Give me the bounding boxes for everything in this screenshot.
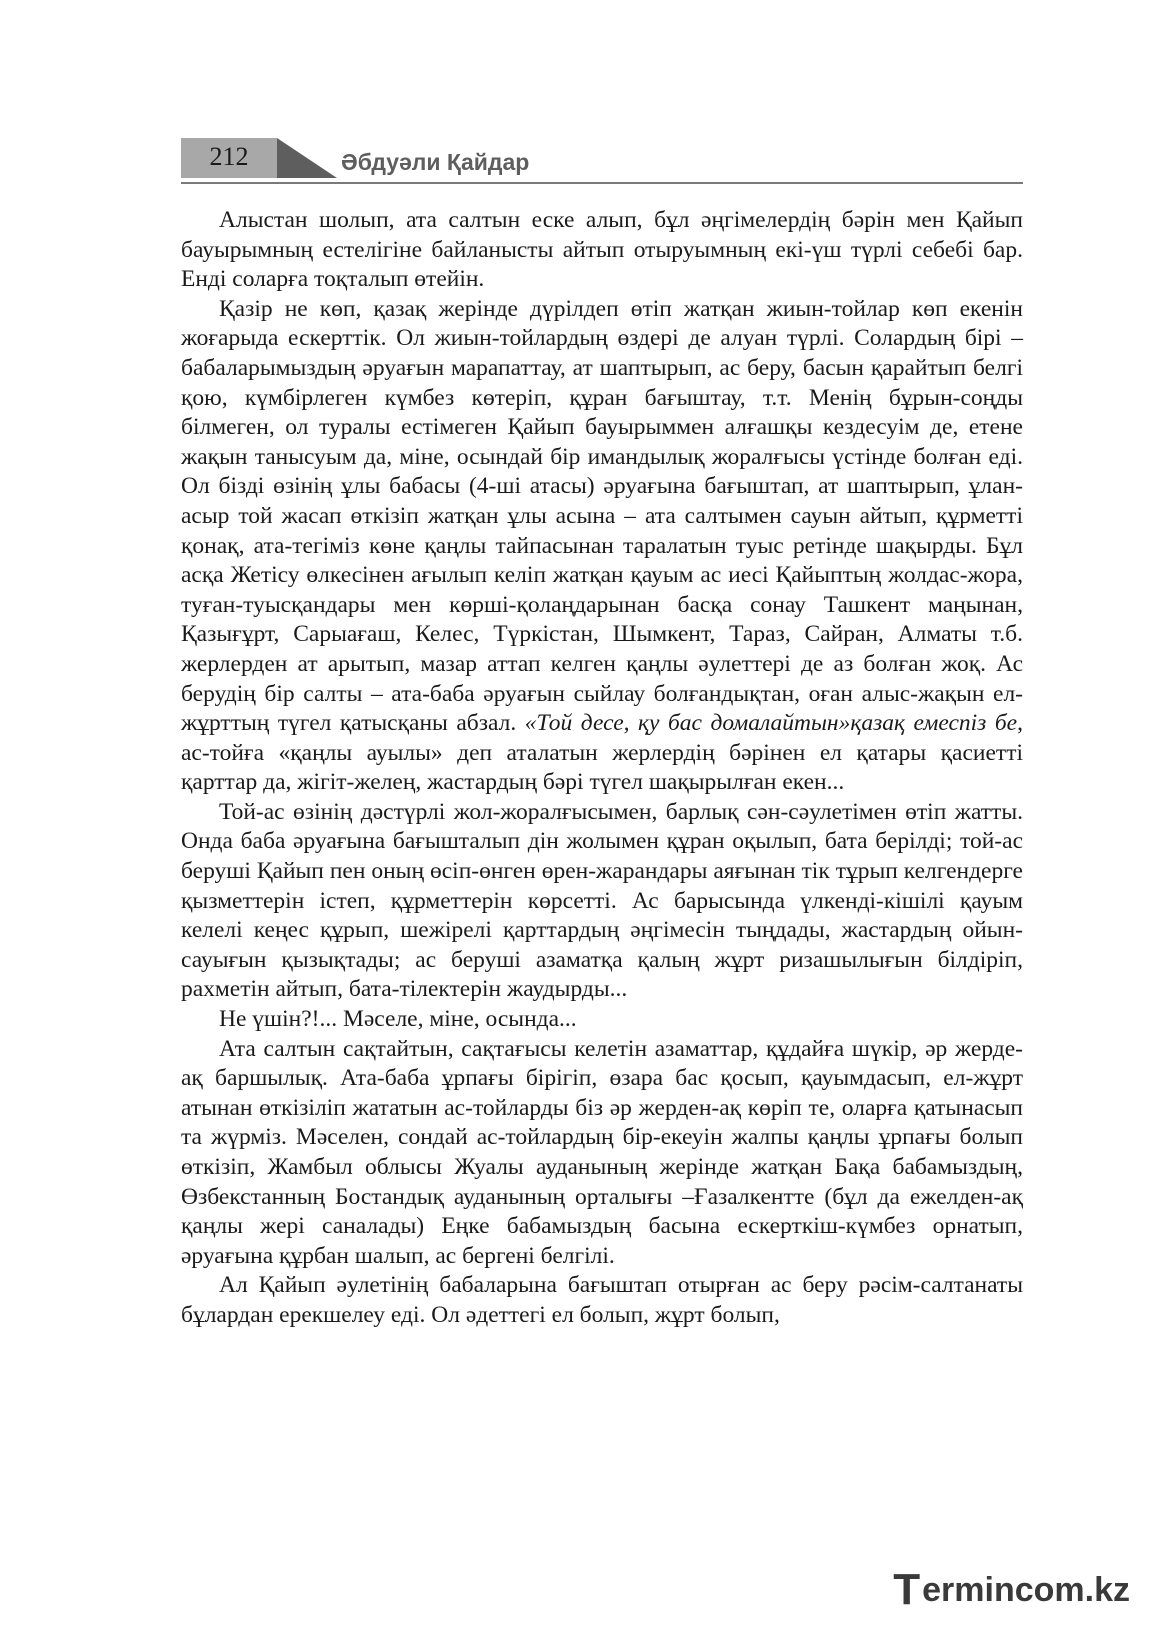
paragraph-1: Алыстан шолып, ата салтын еске алып, бұл әңгімелердің бәрін мен Қайып бауырымның естелігіне байланысты айтып отыруымның екі-үш түрлі себебі бар. Енді соларға тоқталып өтейін.	[181, 207, 1023, 293]
header-rule	[181, 182, 1023, 184]
paragraph-2-text-b: , ас-тойға «қаңлы ауылы» деп аталатын жерлердің бәрінен ел қатары қасиетті қарттар да, жігіт-желең, жастардың бәрі түгел шақырылған екен...	[181, 710, 1023, 796]
paragraph-4: Не үшін?!... Мәселе, міне, осында...	[219, 1006, 577, 1033]
paragraph-2-quote: «Той десе, қу бас домалайтын»қазақ емеспіз бе	[524, 710, 1018, 737]
author-name: Әбдуәли Қайдар	[341, 149, 530, 175]
paragraph-2-text-a: Қазір не көп, қазақ жерінде дүрілдеп өтіп жатқан жиын-тойлар көп екенін жоғарыда ескерттік. Ол жиын-тойлардың өздері де алуан түрлі. Солардың бірі – бабаларымыздың әруағын марапаттау, ат шаптырып, ас беру, басын қарайтып белгі қою, күмбірлеген күмбез көтеріп, құран бағыштау, т.т. Менің бұрын-соңды білмеген, ол туралы естімеген Қайып бауырыммен алғашқы кездесуім де, етене жақын танысуым да, міне, осындай бір имандылық жоралғысы үстінде болған еді. Ол бізді өзінің ұлы бабасы (4-ші атасы) әруағына бағыштап, ат шаптырып, ұлан-асыр той жасап өткізіп жатқан ұлы асына – ата салтымен сауын айтып, құрметті қонақ, ата-тегіміз көне қаңлы тайпасынан таралатын туыс ретінде шақырды. Бұл асқа Жетісу өлкесінен ағылып келіп жатқан қауым ас иесі Қайыптың жолдас-жора, туған-туысқандары мен көрші-қолаңдарынан басқа сонау Ташкент маңынан, Қазығұрт, Сарыағаш, Келес, Түркістан, Шымкент, Тараз, Сайран, Алматы т.б. жерлерден ат арытып, мазар аттап келген қаңлы әулеттері де аз болған жоқ. Ас берудің бір салты – ата-баба әруағын сыйлау болғандықтан, оған алыс-жақын ел-жұрттың түгел қатысқаны абзал.	[181, 295, 1023, 737]
running-header	[181, 138, 1023, 186]
paragraph-2	[181, 295, 1023, 798]
page-number: 212	[209, 142, 249, 171]
paragraph-6: Ал Қайып әулетінің бабаларына бағыштап отырған ас беру рәсім-салтанаты бұлардан ерекшелеу еді. Ол әдеттегі ел болып, жұрт болып,	[181, 1272, 1023, 1328]
paragraph-3: Той-ас өзінің дәстүрлі жол-жоралғысымен, барлық сән-сәулетімен өтіп жатты. Онда баба әруағына бағышталып дін жолымен құран оқылып, бата берілді; той-ас беруші Қайып пен оның өсіп-өнген өрен-жарандары аяғынан тік тұрып келгендерге қызметтерін істеп, құрметтерін көрсетті. Ас барысында үлкенді-кішілі қауым келелі кеңес құрып, шежірелі қарттардың әңгімесін тыңдады, жастардың ойын-сауығын қызықтады; ас беруші азаматқа қалың жұрт ризашылығын білдіріп, рахметін айтып, бата-тілектерін жаудырды...	[181, 798, 1023, 1003]
termincom-watermark	[893, 1565, 1130, 1615]
body-text	[181, 206, 1023, 1331]
watermark-t-letter: T	[893, 1565, 921, 1614]
watermark-text: ermincom.kz	[922, 1570, 1130, 1609]
paragraph-5: Ата салтын сақтайтын, сақтағысы келетін азаматтар, құдайға шүкір, әр жерде-ақ баршылық. Ата-баба ұрпағы бірігіп, өзара бас қосып, қауымдасып, ел-жұрт атынан өткізіліп жататын ас-тойларды біз әр жерден-ақ көріп те, оларға қатынасып та жүрміз. Мәселен, сондай ас-тойлардың бір-екеуін жалпы қаңлы ұрпағы болып өткізіп, Жамбыл облысы Жуалы ауданының жерінде жатқан Бақа бабамыздың, Өзбекстанның Бостандық ауданының орталығы –Ғазалкентте (бұл да ежелден-ақ қаңлы жері саналады) Еңке бабамыздың басына ескерткіш-күмбез орнатып, әруағына құрбан шалып, ас бергені белгілі.	[181, 1035, 1023, 1269]
header-arrow-shape	[277, 138, 337, 178]
page-number-box	[181, 138, 277, 178]
